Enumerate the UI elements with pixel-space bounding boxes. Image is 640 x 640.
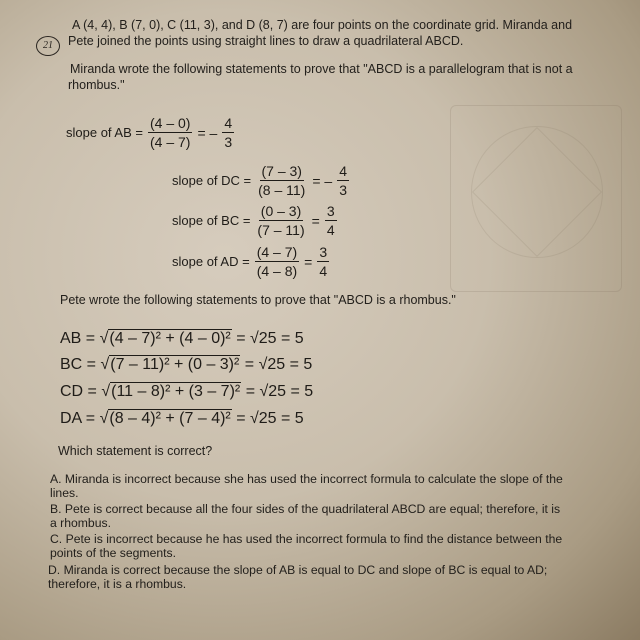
radical-sign: √ [99,410,109,427]
distance-radicand: (11 – 8)² + (3 – 7)² [111,383,241,400]
option-line: A. Miranda is incorrect because she has used the incorrect formula to calculate the slope of the [50,472,563,486]
option-line: points of the segments. [50,546,177,560]
distance-lhs: DA = [60,410,96,427]
answer-option-a[interactable] [50,472,610,500]
distance-result: = √25 = 5 [244,356,313,373]
slope-label: slope of AB = [66,125,143,140]
answer-option-b[interactable] [50,502,610,530]
slope-dc-equation [172,163,351,198]
slope-result-denominator: 3 [224,134,233,150]
distance-lhs: CD = [60,383,97,400]
distance-result: = √25 = 5 [245,383,314,400]
radical-sign: √ [99,330,109,347]
miranda-intro-line1: Miranda wrote the following statements to prove that "ABCD is a parallelogram that is not a [70,62,573,76]
option-line: D. Miranda is correct because the slope of AB is equal to DC and slope of BC is equal to AD; [48,563,548,577]
slope-denominator: (4 – 7) [149,134,191,150]
distance-radicand: (7 – 11)² + (0 – 3)² [110,356,240,373]
slope-bc-equation [172,203,339,238]
distance-bc-equation [60,356,312,374]
option-line: therefore, it is a rhombus. [48,577,187,591]
distance-lhs: AB = [60,330,96,347]
question-intro-line1: A (4, 4), B (7, 0), C (11, 3), and D (8, 7) are four points on the coordinate grid. Miranda and [72,18,573,32]
radical-sign: √ [100,356,110,373]
slope-denominator: (8 – 11) [258,182,306,198]
distance-radicand: (4 – 7)² + (4 – 0)² [109,330,231,347]
miranda-intro-line2: rhombus." [68,78,125,92]
slope-result-denominator: 4 [319,263,328,279]
question-number: 21 [36,36,60,56]
slope-label: slope of DC = [172,173,252,188]
answer-option-d[interactable] [48,563,608,591]
slope-equals: = [304,253,313,270]
pete-intro: Pete wrote the following statements to prove that "ABCD is a rhombus." [60,293,456,307]
slope-label: slope of AD = [172,254,250,269]
radical-sign: √ [101,383,111,400]
slope-result-denominator: 3 [339,182,347,198]
slope-result-numerator: 3 [319,244,328,260]
slope-equals: = – [197,124,218,141]
slope-result-numerator: 4 [339,163,347,179]
distance-radicand: (8 – 4)² + (7 – 4)² [109,410,231,427]
slope-equals: = [311,212,320,229]
slope-result-numerator: 3 [326,203,335,219]
distance-lhs: BC = [60,356,97,373]
question-prompt: Which statement is correct? [58,444,213,458]
distance-ab-equation [60,330,304,348]
slope-ad-equation [172,244,331,279]
slope-numerator: (4 – 0) [149,115,191,131]
slope-numerator: (4 – 7) [256,244,298,260]
option-line: lines. [50,486,79,500]
slope-denominator: (4 – 8) [256,263,298,279]
question-intro-line2: Pete joined the points using straight lines to draw a quadrilateral ABCD. [68,34,464,48]
slope-result-numerator: 4 [224,115,233,131]
distance-cd-equation [60,383,313,401]
distance-da-equation [60,410,304,428]
slope-denominator: (7 – 11) [257,222,305,238]
slope-numerator: (7 – 3) [261,163,302,179]
option-line: a rhombus. [50,516,111,530]
answer-option-c[interactable] [50,532,610,560]
distance-result: = √25 = 5 [236,410,304,427]
slope-equals: = – [312,172,333,189]
bleed-through-figure [450,105,622,292]
slope-result-denominator: 4 [326,222,335,238]
slope-numerator: (0 – 3) [260,203,302,219]
slope-ab-equation [66,115,236,150]
distance-result: = √25 = 5 [236,330,304,347]
slope-label: slope of BC = [172,213,251,228]
option-line: C. Pete is incorrect because he has used the incorrect formula to find the distance between the [50,532,563,546]
option-line: B. Pete is correct because all the four sides of the quadrilateral ABCD are equal; therefore, it is [50,502,561,516]
